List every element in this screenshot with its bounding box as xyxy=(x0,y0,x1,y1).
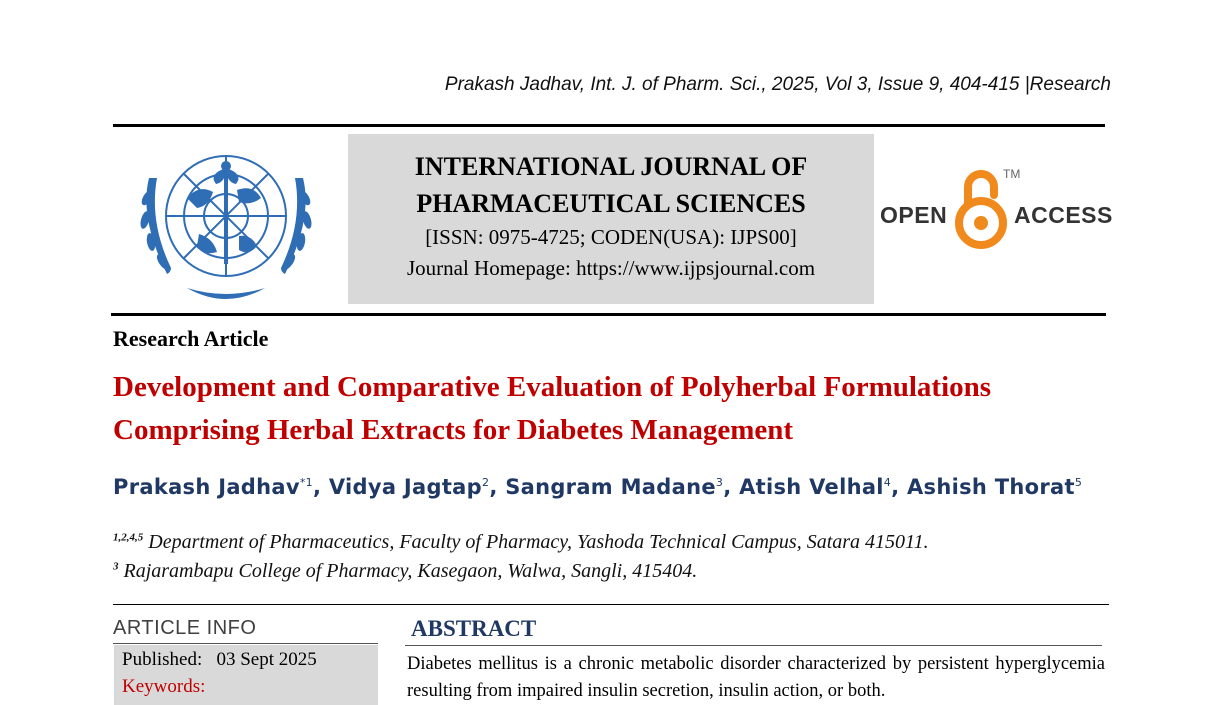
author-name: Prakash Jadhav xyxy=(113,475,300,499)
journal-homepage[interactable]: Journal Homepage: https://www.ijpsjournal.com xyxy=(406,256,816,280)
author-name: Ashish Thorat xyxy=(907,475,1075,499)
caduceus-globe-laurel-icon xyxy=(127,138,325,306)
article-type: Research Article xyxy=(113,326,269,351)
issn-line: [ISSN: 0975-4725; CODEN(USA): IJPS00] xyxy=(425,225,797,249)
author-list: Prakash Jadhav$^{*1}$, Vidya Jagtap$^2$, Sangram Madane$^3$, Atish Velhal$^4$, Ashish Thorat$^5$ xyxy=(113,475,1083,499)
journal-title xyxy=(348,148,874,222)
open-access-right-text: ACCESS xyxy=(1014,202,1113,228)
journal-masthead xyxy=(348,134,874,304)
affiliation-1 xyxy=(113,531,1113,554)
abstract-heading: ABSTRACT xyxy=(411,616,537,641)
journal-title-line-2: PHARMACEUTICAL SCIENCES xyxy=(416,189,806,218)
keywords-label: Keywords: xyxy=(122,676,206,697)
open-access-left-text: OPEN xyxy=(880,202,948,228)
author-name: Atish Velhal xyxy=(739,475,884,499)
published-label: Published: xyxy=(122,649,203,670)
article-info-rule xyxy=(113,643,378,644)
open-padlock-icon xyxy=(954,165,1008,251)
article-title-line-2: Comprising Herbal Extracts for Diabetes Management xyxy=(113,414,794,446)
author-name: Vidya Jagtap xyxy=(328,475,482,499)
abstract-rule xyxy=(405,645,1102,646)
article-info-heading: ARTICLE INFO xyxy=(113,617,257,639)
trademark-mark: TM xyxy=(1003,167,1021,181)
section-divider xyxy=(113,604,1109,605)
open-access-badge xyxy=(880,165,1113,255)
journal-title-line-1: INTERNATIONAL JOURNAL OF xyxy=(414,152,808,181)
masthead-rule xyxy=(111,313,1106,316)
affiliation-mark: 1,2,4,5 xyxy=(113,531,144,544)
running-head: Prakash Jadhav, Int. J. of Pharm. Sci., 2025, Vol 3, Issue 9, 404-415 |Research xyxy=(444,74,1111,95)
affiliation-mark: 3 xyxy=(113,560,119,573)
author-affiliation-mark: 5 xyxy=(1074,476,1083,489)
affiliation-2 xyxy=(113,560,1113,583)
author-affiliation-mark: 3 xyxy=(715,476,724,489)
author-name: Sangram Madane xyxy=(505,475,716,499)
abstract-text: Diabetes mellitus is a chronic metabolic disorder characterized by persistent hyperglycemia resulting from impaired insulin secretion, insulin action, or both. xyxy=(407,654,1105,701)
affiliation-text: Department of Pharmaceutics, Faculty of Pharmacy, Yashoda Technical Campus, Satara 415011. xyxy=(148,531,929,553)
published-date: 03 Sept 2025 xyxy=(216,649,317,670)
author-affiliation-mark: 4 xyxy=(883,476,892,489)
published-row xyxy=(122,649,317,671)
author-affiliation-mark: *1 xyxy=(299,476,313,489)
author-affiliation-mark: 2 xyxy=(482,476,490,489)
article-title-line-1: Development and Comparative Evaluation of Polyherbal Formulations xyxy=(113,371,992,403)
affiliation-text: Rajarambapu College of Pharmacy, Kasegaon, Walwa, Sangli, 415404. xyxy=(123,560,698,582)
header-rule xyxy=(113,124,1105,127)
article-title xyxy=(113,366,1113,452)
